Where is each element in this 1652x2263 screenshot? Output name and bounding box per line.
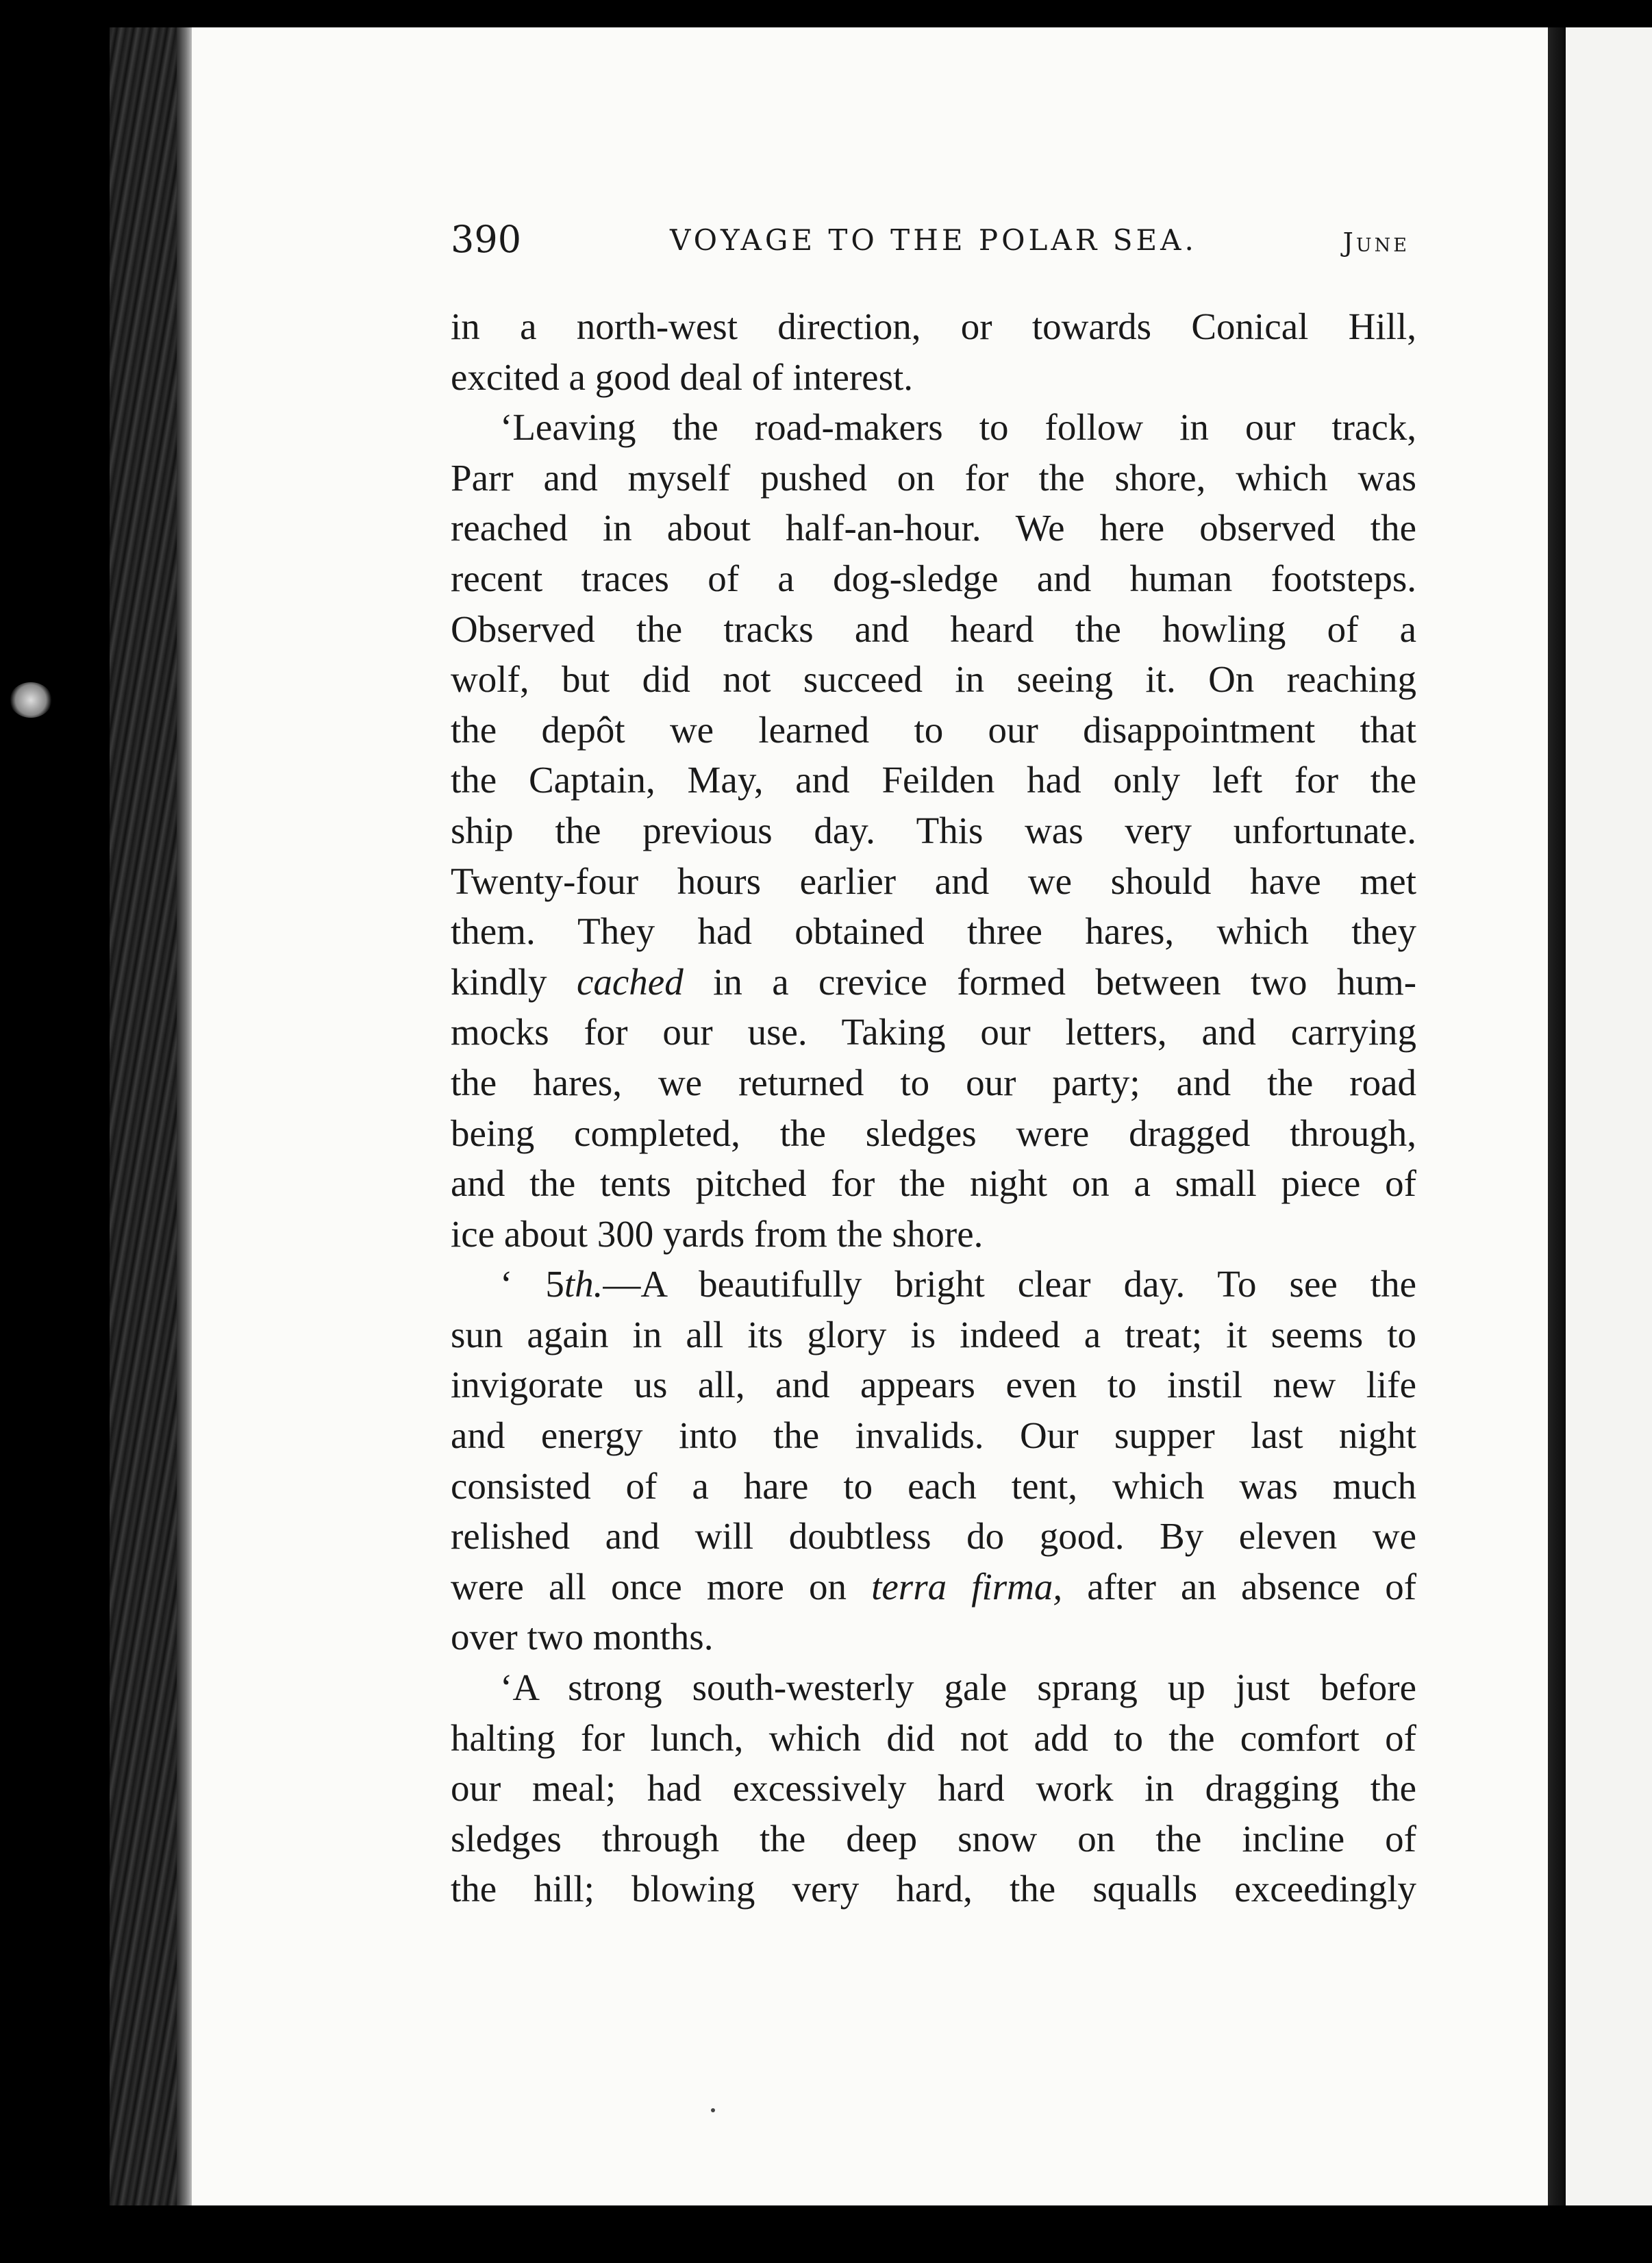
text-line: the depôt we learned to our disappointment that — [451, 708, 1416, 751]
italic-phrase: terra firma, — [871, 1565, 1063, 1608]
text-fragment: in a crevice formed between two hum- — [713, 960, 1417, 1003]
header-month: June — [1342, 227, 1410, 258]
text-line: the hares, we returned to our party; and the road — [451, 1061, 1416, 1103]
text-line: them. They had obtained three hares, which they — [451, 910, 1416, 953]
text-line: ‘Leaving the road-makers to follow in our track, — [500, 406, 1416, 449]
text-line: mocks for our use. Taking our letters, and carrying — [451, 1011, 1416, 1053]
right-gutter — [1548, 27, 1566, 2205]
text-line: the hill; blowing very hard, the squalls exceedingly — [451, 1868, 1416, 1910]
page-body — [451, 301, 1416, 1914]
text-fragment: kindly — [451, 960, 547, 1003]
text-line — [451, 957, 1416, 1008]
text-line: and energy into the invalids. Our supper last night — [451, 1414, 1416, 1457]
text-line: over two months. — [451, 1616, 714, 1658]
page-number: 390 — [451, 218, 522, 261]
page-header — [451, 218, 1410, 273]
text-line: consisted of a hare to each tent, which was much — [451, 1464, 1416, 1507]
text-line: ‘A strong south-westerly gale sprang up just before — [500, 1666, 1416, 1709]
text-line: ice about 300 yards from the shore. — [451, 1212, 984, 1255]
text-line — [451, 1259, 1416, 1310]
ink-dot — [711, 2108, 715, 2112]
text-line: excited a good deal of interest. — [451, 355, 914, 398]
facing-page-edge — [1566, 27, 1652, 2205]
text-line: and the tents pitched for the night on a small piece of — [451, 1162, 1416, 1205]
text-line: Twenty-four hours earlier and we should have met — [451, 860, 1416, 902]
page-gutter — [177, 27, 192, 2205]
text-line: reached in about half-an-hour. We here observed the — [451, 507, 1416, 549]
text-line: halting for lunch, which did not add to the comfort of — [451, 1716, 1416, 1759]
text-line: our meal; had excessively hard work in dragging the — [451, 1767, 1416, 1810]
italic-word: cached — [576, 960, 684, 1003]
text-line: relished and will doubtless do good. By eleven we — [451, 1515, 1416, 1558]
scan-speck — [10, 682, 52, 718]
text-line: being completed, the sledges were dragged through, — [451, 1112, 1416, 1154]
text-line: sun again in all its glory is indeed a treat; it seems to — [451, 1313, 1416, 1355]
text-line: in a north-west direction, or towards Conical Hill, — [451, 305, 1416, 347]
text-fragment: after an absence of — [1087, 1565, 1417, 1608]
text-line: Parr and myself pushed on for the shore, which was — [451, 456, 1416, 499]
text-line: the Captain, May, and Feilden had only left for the — [451, 759, 1416, 801]
text-fragment: —A beautifully bright clear day. To see the — [603, 1263, 1416, 1305]
text-fragment: were all once more on — [451, 1565, 847, 1608]
text-line: recent traces of a dog-sledge and human footsteps. — [451, 557, 1416, 599]
running-title: VOYAGE TO THE POLAR SEA. — [670, 223, 1197, 257]
text-line — [451, 1562, 1416, 1612]
text-line: Observed the tracks and heard the howling of a — [451, 608, 1416, 650]
italic-word: th. — [564, 1263, 603, 1305]
text-line: ship the previous day. This was very unfortunate. — [451, 809, 1416, 851]
text-fragment: ‘ 5 — [500, 1263, 564, 1305]
text-line: wolf, but did not succeed in seeing it. On reaching — [451, 658, 1416, 701]
text-line: invigorate us all, and appears even to instil new life — [451, 1364, 1416, 1406]
text-line: sledges through the deep snow on the incline of — [451, 1817, 1416, 1860]
